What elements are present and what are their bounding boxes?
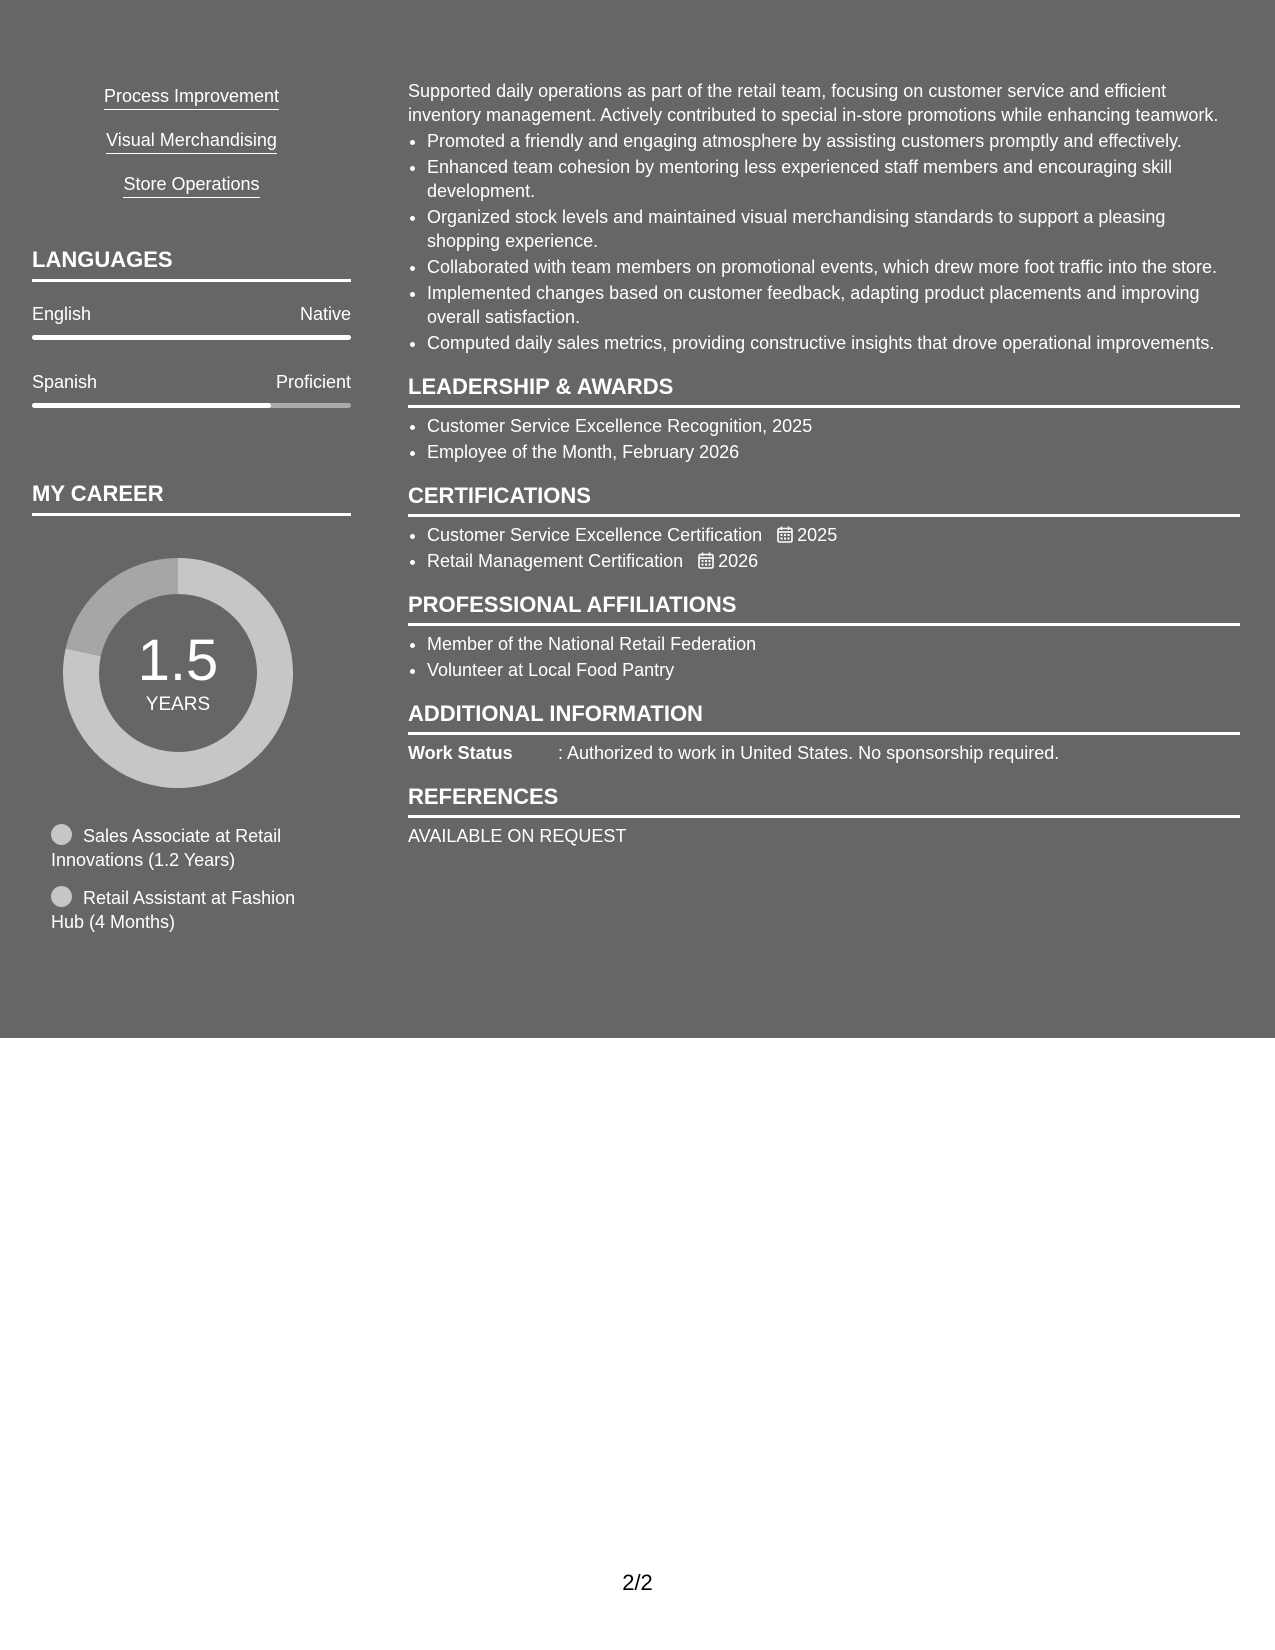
career-heading: MY CAREER <box>32 480 351 516</box>
work-status-row <box>408 741 1240 765</box>
language-row-spanish <box>32 370 351 394</box>
calendar-icon <box>698 552 714 569</box>
certification-name: Customer Service Excellence Certification <box>427 525 763 545</box>
award-item: • Customer Service Excellence Recognition, 2025 <box>427 414 1240 438</box>
skill-process-improvement[interactable]: Process Improvement <box>104 84 279 110</box>
additional-info-heading: ADDITIONAL INFORMATION <box>408 700 1240 735</box>
awards-heading: LEADERSHIP & AWARDS <box>408 373 1240 408</box>
certification-date <box>777 525 837 545</box>
job-bullet: • Enhanced team cohesion by mentoring less experienced staff members and encouraging skill development. <box>427 155 1240 203</box>
career-dot-icon <box>51 824 72 845</box>
affiliation-item: • Member of the National Retail Federation <box>427 632 1240 656</box>
languages-heading: LANGUAGES <box>32 246 351 282</box>
language-row-english <box>32 302 351 326</box>
certification-date <box>698 551 758 571</box>
certification-year: 2025 <box>797 525 838 545</box>
certification-year: 2026 <box>718 551 759 571</box>
career-total: 1.5 <box>137 628 219 693</box>
certifications-heading: CERTIFICATIONS <box>408 482 1240 517</box>
references-text: AVAILABLE ON REQUEST <box>408 826 627 846</box>
skill-visual-merchandising[interactable]: Visual Merchandising <box>106 128 277 154</box>
job-bullet: • Collaborated with team members on promotional events, which drew more foot traffic into the store. <box>427 255 1240 279</box>
career-list <box>32 824 351 934</box>
career-unit: YEARS <box>145 694 211 715</box>
award-item: • Employee of the Month, February 2026 <box>427 440 1240 464</box>
career-item-label: Sales Associate at Retail Innovations (1.2 Years) <box>51 826 282 870</box>
certification-item <box>427 523 1240 547</box>
work-status-label: Work Status <box>408 743 513 763</box>
skill-store-operations[interactable]: Store Operations <box>123 172 259 198</box>
affiliations-list <box>408 632 1240 682</box>
awards-list <box>408 414 1240 464</box>
right-column <box>408 79 1240 848</box>
career-dot-icon <box>51 886 72 907</box>
skills-list <box>32 84 351 216</box>
references-heading: REFERENCES <box>408 783 1240 818</box>
job-bullets <box>408 129 1240 355</box>
job-bullet: • Promoted a friendly and engaging atmosphere by assisting customers promptly and effectively. <box>427 129 1240 153</box>
language-fill <box>32 403 271 408</box>
language-level: Proficient <box>275 372 351 392</box>
languages-list <box>32 302 351 408</box>
language-fill <box>32 335 351 340</box>
language-bar-english <box>32 335 351 340</box>
career-donut <box>63 558 293 788</box>
left-column <box>32 84 351 948</box>
certifications-list <box>408 523 1240 573</box>
job-bullet: • Computed daily sales metrics, providing constructive insights that drove operational improvements. <box>427 331 1240 355</box>
language-name: Spanish <box>32 372 98 392</box>
career-item <box>51 886 321 934</box>
job-bullet: • Implemented changes based on customer feedback, adapting product placements and improving overall satisfaction. <box>427 281 1240 329</box>
certification-name: Retail Management Certification <box>427 551 684 571</box>
language-name: English <box>32 304 92 324</box>
career-item-label: Retail Assistant at Fashion Hub (4 Months) <box>51 888 296 932</box>
affiliations-heading: PROFESSIONAL AFFILIATIONS <box>408 591 1240 626</box>
page-number: 2/2 <box>622 1570 653 1595</box>
job-summary: Supported daily operations as part of the retail team, focusing on customer service and efficient inventory management. Actively contributed to special in-store promotions while enhancing teamwork. <box>408 81 1219 125</box>
calendar-icon <box>777 526 793 543</box>
career-item <box>51 824 321 872</box>
affiliation-item: • Volunteer at Local Food Pantry <box>427 658 1240 682</box>
certification-item <box>427 549 1240 573</box>
job-bullet: • Organized stock levels and maintained visual merchandising standards to support a pleasing shopping experience. <box>427 205 1240 253</box>
language-level: Native <box>299 304 351 324</box>
language-bar-spanish <box>32 403 351 408</box>
work-status-value: : Authorized to work in United States. No sponsorship required. <box>558 743 1060 763</box>
